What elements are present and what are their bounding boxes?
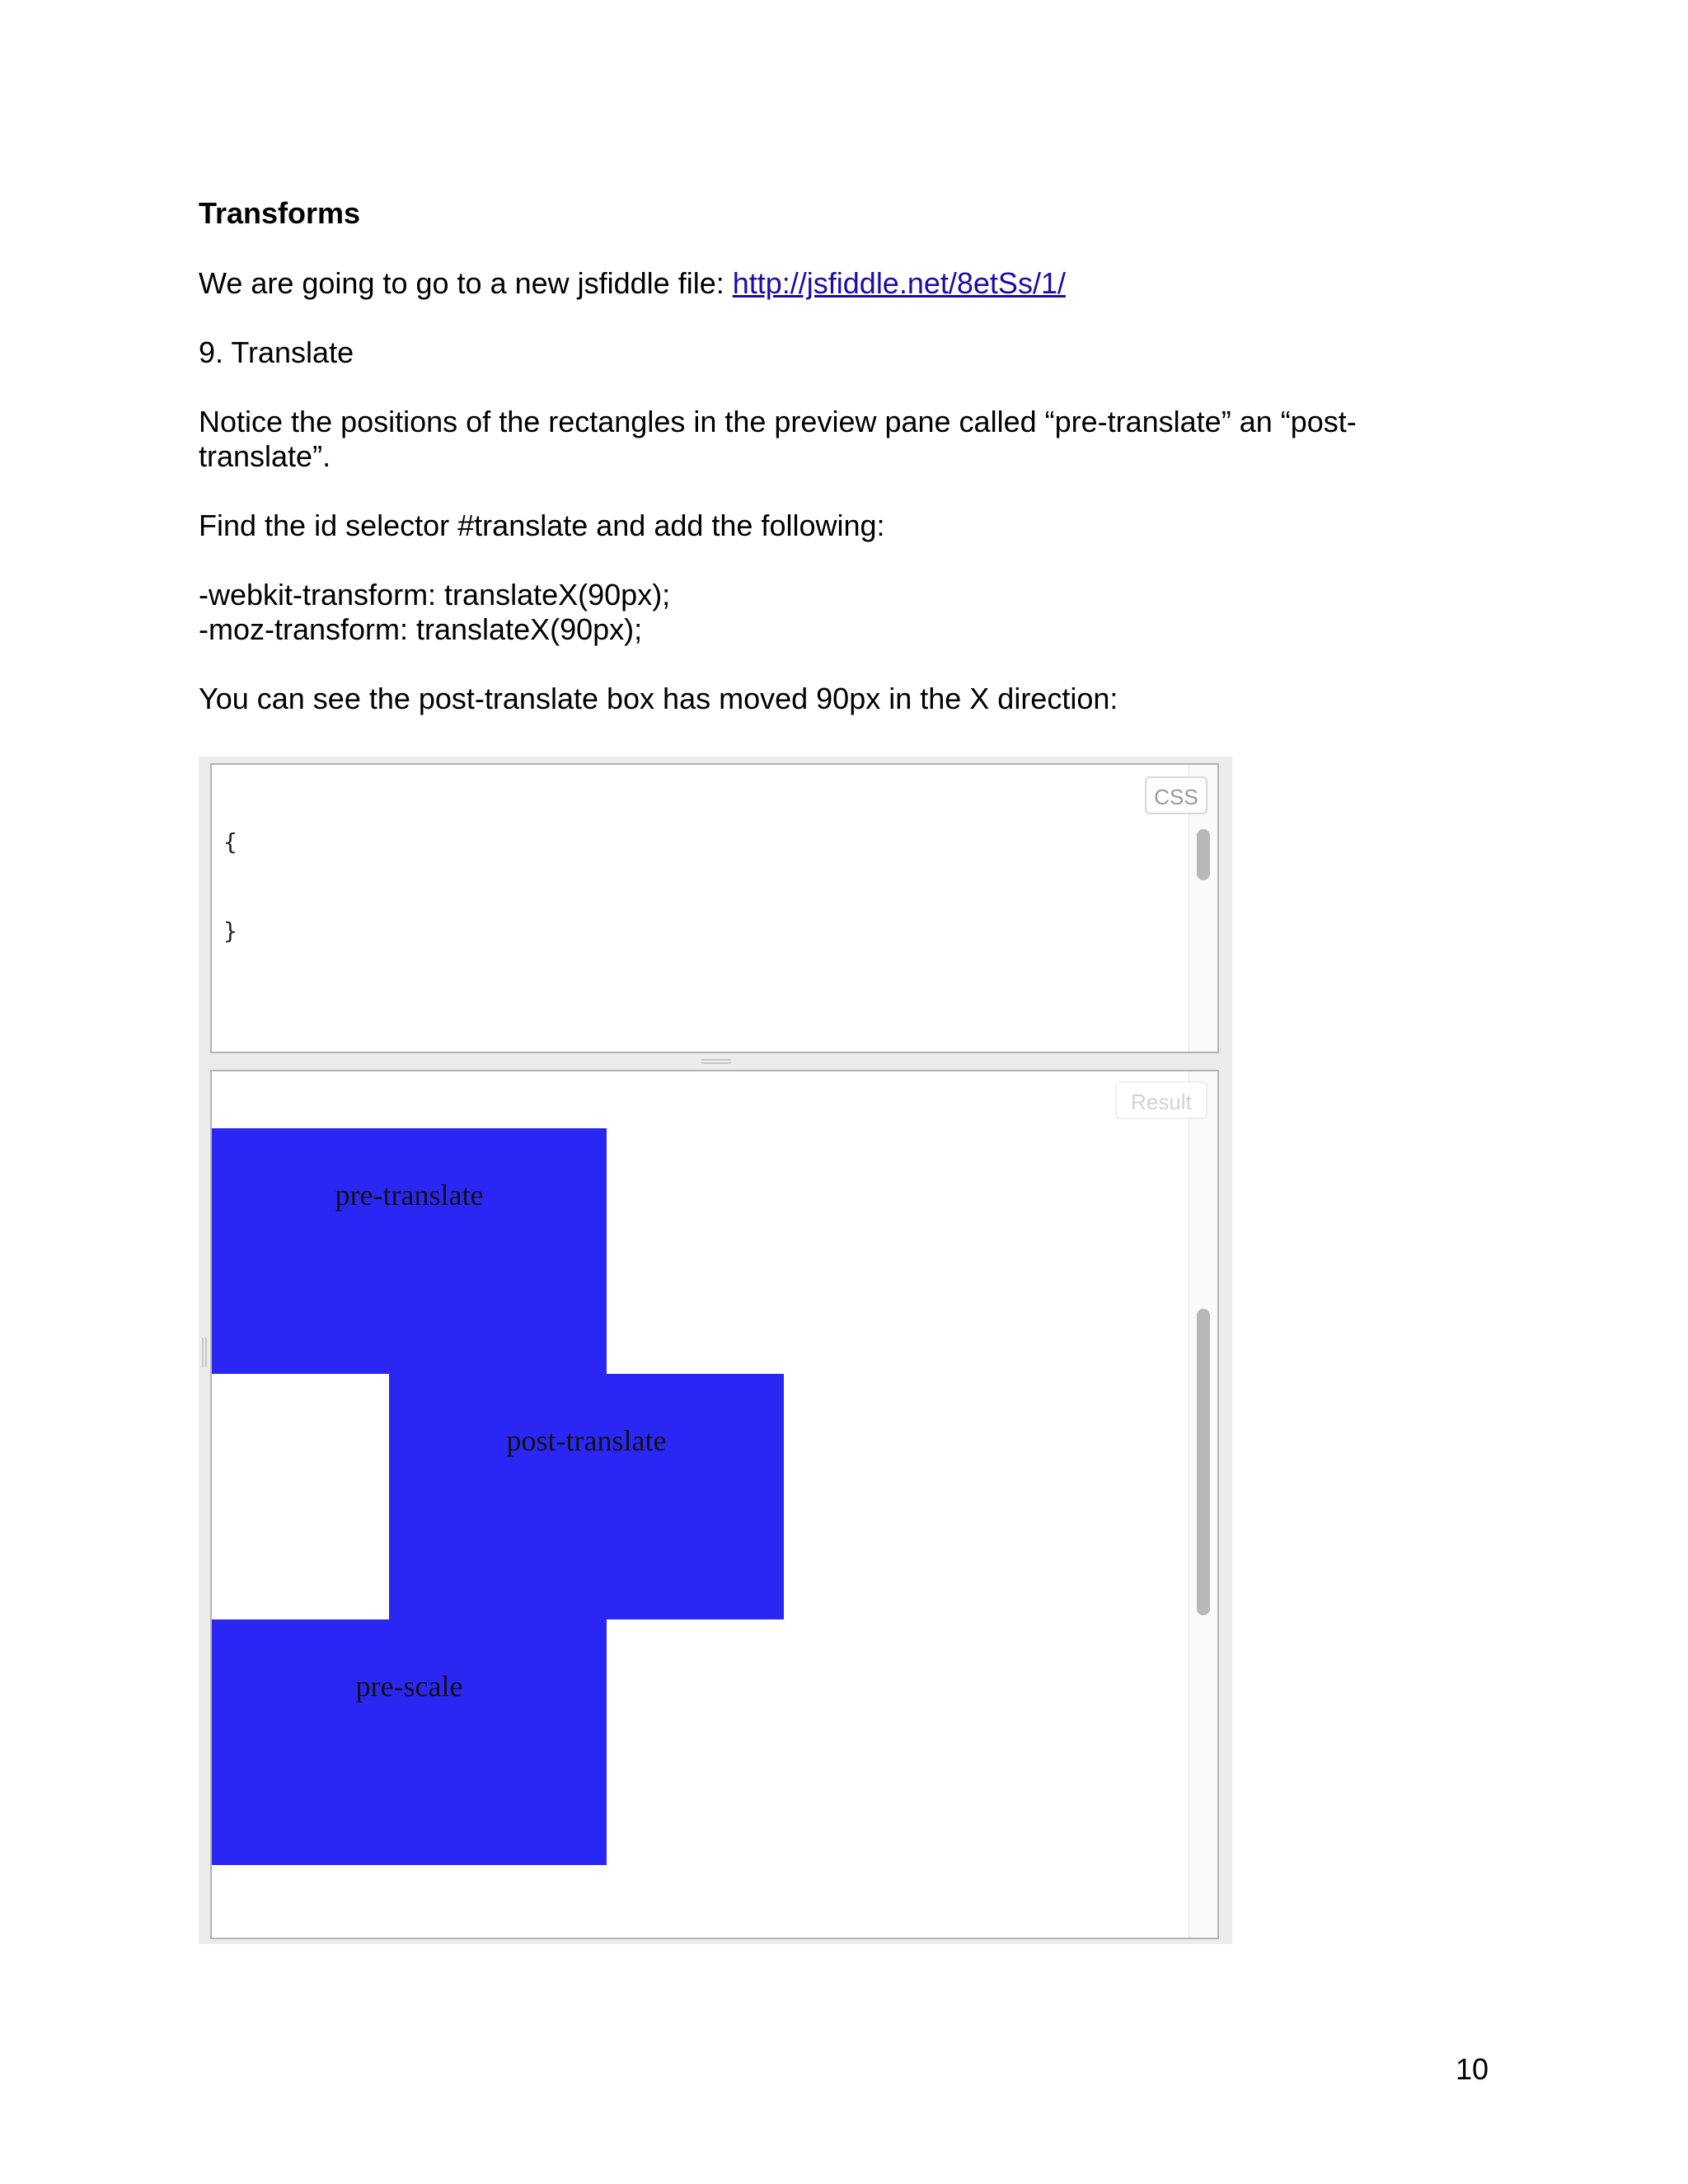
css-editor-pane[interactable] xyxy=(210,763,1219,1053)
post-translate-label: post-translate xyxy=(506,1424,667,1457)
find-instruction: Find the id selector #translate and add the following: xyxy=(199,509,885,542)
result-pane-label: Result xyxy=(1115,1081,1207,1119)
intro-text: We are going to go to a new jsfiddle file: xyxy=(199,266,733,300)
result-pane xyxy=(210,1070,1219,1939)
step-title: 9. Translate xyxy=(199,335,354,369)
result-scrollbar[interactable] xyxy=(1189,1071,1217,1938)
intro-paragraph xyxy=(199,266,1066,301)
post-translate-box xyxy=(389,1374,784,1619)
jsfiddle-link[interactable]: http://jsfiddle.net/8etSs/1/ xyxy=(732,266,1066,300)
code-line: } xyxy=(223,917,237,944)
result-scroll-thumb[interactable] xyxy=(1197,1309,1210,1615)
css-scroll-thumb[interactable] xyxy=(1197,829,1210,880)
column-resize-handle[interactable] xyxy=(202,1338,207,1367)
jsfiddle-screenshot xyxy=(199,757,1232,1944)
notice-line-2: translate”. xyxy=(199,439,331,473)
pane-resize-handle[interactable] xyxy=(701,1059,731,1064)
css-pane-label: CSS xyxy=(1145,776,1207,814)
result-description: You can see the post-translate box has moved 90px in the X direction: xyxy=(199,682,1118,715)
pre-scale-label: pre-scale xyxy=(355,1670,463,1703)
page-number: 10 xyxy=(1456,2052,1489,2086)
code-line xyxy=(223,1005,779,1035)
code-line: { xyxy=(223,828,237,855)
pre-translate-label: pre-translate xyxy=(335,1179,484,1212)
pre-translate-box xyxy=(212,1128,607,1374)
code-instruction-moz: -moz-transform: translateX(90px); xyxy=(199,612,643,646)
code-instruction-webkit: -webkit-transform: translateX(90px); xyxy=(199,578,671,612)
notice-line-1: Notice the positions of the rectangles in the preview pane called “pre-translate” an “post- xyxy=(199,405,1357,438)
pre-scale-box xyxy=(212,1619,607,1865)
section-heading: Transforms xyxy=(199,196,361,230)
